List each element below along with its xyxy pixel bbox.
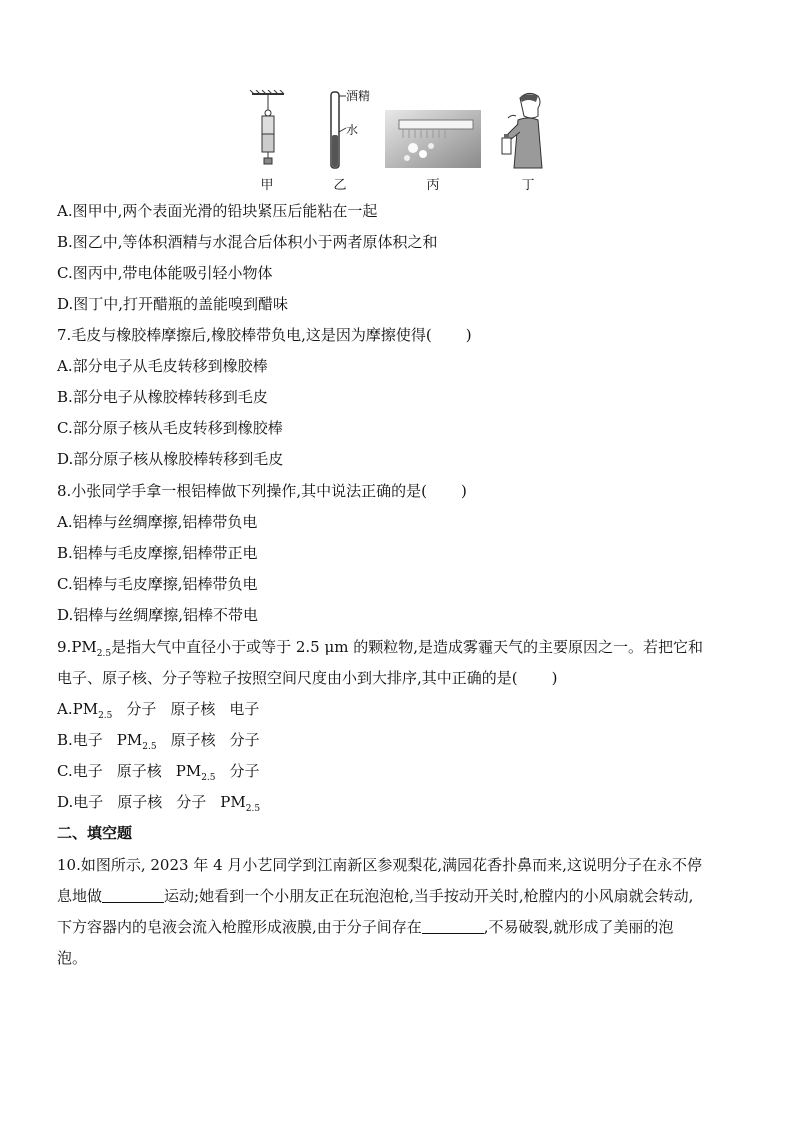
q8-option-a: A.铝棒与丝绸摩擦,铝棒带负电 xyxy=(57,513,258,531)
caption-yi: 乙 xyxy=(333,178,347,193)
figure-row xyxy=(240,90,560,194)
q9-option-c xyxy=(57,761,260,788)
q6-option-d: D.图丁中,打开醋瓶的盖能嗅到醋味 xyxy=(57,295,289,313)
figure-jia-lead-blocks xyxy=(248,90,288,170)
pm-text: PM xyxy=(71,638,97,656)
pm25-a: $PM_{2.5}$ xyxy=(72,700,113,721)
q7-option-a: A.部分电子从毛皮转移到橡胶棒 xyxy=(57,357,268,375)
q8-option-d: D.铝棒与丝绸摩擦,铝棒不带电 xyxy=(57,606,259,624)
pm25-d: $PM_{2.5}$ xyxy=(220,793,261,814)
answer-blank-1[interactable] xyxy=(102,888,164,903)
caption-ding: 丁 xyxy=(521,178,535,193)
section-title: 二、填空题 xyxy=(57,824,133,842)
q7-stem-close: ) xyxy=(465,326,472,344)
q8-stem-text: 8.小张同学手拿一根铝棒做下列操作,其中说法正确的是( xyxy=(57,482,427,500)
opt-item: B.电子 xyxy=(57,731,103,749)
answer-blank-2[interactable] xyxy=(422,919,484,934)
tube-label-alcohol: 酒精 xyxy=(346,89,371,103)
q6-option-a: A.图甲中,两个表面光滑的铅块紧压后能粘在一起 xyxy=(57,202,378,220)
opt-item: 原子核 xyxy=(170,731,216,749)
q9-stem-text2: 电子、原子核、分子等粒子按照空间尺度由小到大排序,其中正确的是( xyxy=(57,669,518,687)
q9-stem-close: ) xyxy=(551,669,558,687)
q9-option-a xyxy=(57,699,259,726)
pm25-b: $PM_{2.5}$ xyxy=(116,731,157,752)
opt-label: A. xyxy=(57,700,73,718)
q7-stem-text: 7.毛皮与橡胶棒摩擦后,橡胶棒带负电,这是因为摩擦使得( xyxy=(57,326,432,344)
q9-number: 9. xyxy=(57,638,72,656)
q6-option-c: C.图丙中,带电体能吸引轻小物体 xyxy=(57,264,273,282)
q9-stem-line1 xyxy=(57,637,703,664)
q7-option-c: C.部分原子核从毛皮转移到橡胶棒 xyxy=(57,419,283,437)
q9-stem-text: 是指大气中直径小于或等于 2.5 μm 的颗粒物,是造成雾霾天气的主要原因之一。若把它和 xyxy=(111,638,703,656)
opt-item: 分子 xyxy=(176,793,207,811)
opt-item: 原子核 xyxy=(116,762,162,780)
q9-stem-line2 xyxy=(57,668,557,688)
q10-text: 下方容器内的皂液会流入枪膛形成液膜,由于分子间存在 xyxy=(57,918,422,936)
q10-text: ,不易破裂,就形成了美丽的泡 xyxy=(483,918,674,936)
caption-jia: 甲 xyxy=(260,178,274,193)
q7-option-b: B.部分电子从橡胶棒转移到毛皮 xyxy=(57,388,268,406)
pm-subscript: 2.5 xyxy=(96,649,112,659)
q7-option-d: D.部分原子核从橡胶棒转移到毛皮 xyxy=(57,450,284,468)
q9-option-d xyxy=(57,792,260,819)
q8-stem xyxy=(57,481,467,501)
pm25-c: $PM_{2.5}$ xyxy=(175,762,216,783)
opt-item: 分子 xyxy=(229,731,260,749)
opt-item: 分子 xyxy=(229,762,260,780)
opt-item: 原子核 xyxy=(170,700,216,718)
q10-line2 xyxy=(57,886,693,906)
opt-item: 电子 xyxy=(229,700,260,718)
opt-item: 分子 xyxy=(126,700,157,718)
q6-option-b: B.图乙中,等体积酒精与水混合后体积小于两者原体积之和 xyxy=(57,233,438,251)
figure-bing-comb-photo xyxy=(385,110,481,168)
q8-option-c: C.铝棒与毛皮摩擦,铝棒带负电 xyxy=(57,575,258,593)
q7-stem xyxy=(57,325,472,345)
opt-item: C.电子 xyxy=(57,762,103,780)
opt-item: 原子核 xyxy=(117,793,163,811)
q10-text: 运动;她看到一个小朋友正在玩泡泡枪,当手按动开关时,枪膛内的小风扇就会转动, xyxy=(164,887,694,905)
caption-bing: 丙 xyxy=(426,178,440,193)
q8-stem-close: ) xyxy=(460,482,467,500)
q9-option-b xyxy=(57,730,260,757)
tube-label-water: 水 xyxy=(346,123,359,137)
q10-line1: 10.如图所示, 2023 年 4 月小艺同学到江南新区参观梨花,满园花香扑鼻而来,这说明分子在永不停 xyxy=(57,856,702,874)
opt-item: D.电子 xyxy=(57,793,104,811)
figure-ding-boy-bottle xyxy=(498,90,556,172)
q10-line4: 泡。 xyxy=(57,949,88,967)
q8-option-b: B.铝棒与毛皮摩擦,铝棒带正电 xyxy=(57,544,258,562)
q10-text: 息地做 xyxy=(57,887,103,905)
q10-line3 xyxy=(57,917,673,937)
